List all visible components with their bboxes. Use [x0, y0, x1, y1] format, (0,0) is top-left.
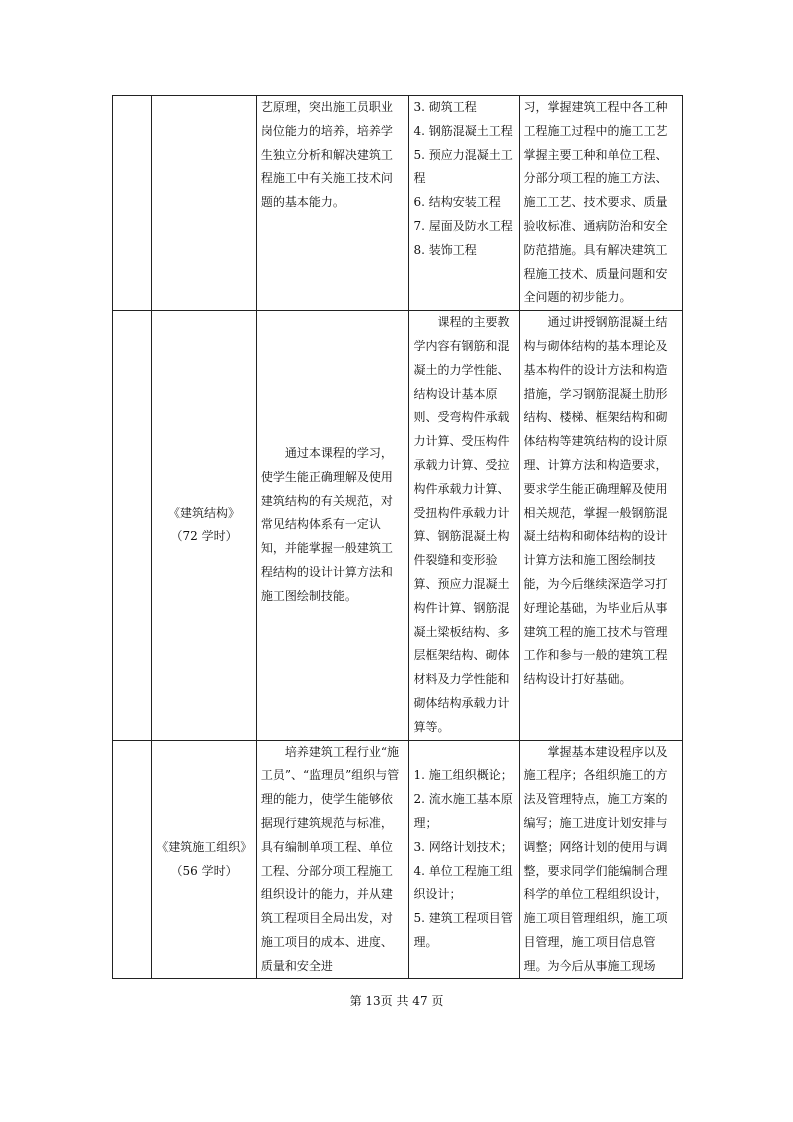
table-row: [113, 96, 683, 311]
page-number: 第 13页 共 47 页: [349, 994, 444, 1008]
content-item: 4. 钢筋混凝土工程: [413, 123, 513, 138]
requirement-cell: [519, 96, 683, 311]
content-text: 课程的主要教学内容有钢筋和混凝土的力学性能、结构设计基本原则、受弯构件承载力计算、受压构件承载力计算、受拉构件承载力计算、受扭构件承载力计算、钢筋混凝土构件裂缝和变形验算、预应力混凝土构件计算、钢筋混凝土梁板结构、多层框架结构、砌体材料及力学性能和砌体结构承载力计算等。: [413, 315, 510, 734]
content-item: 8. 装饰工程: [413, 242, 477, 257]
content-item: 3. 网络计划技术；: [413, 839, 513, 854]
requirement-text: 习，掌握建筑工程中各工种工程施工过程中的施工工艺掌握主要工种和单位工程、分部分项工程的施工方法、施工工艺、技术要求、质量验收标准、通病防治和安全防范措施。具有解决建筑工程施工技术、质量问题和安全问题的初步能力。: [523, 100, 668, 305]
content-item: 2. 流水施工基本原理；: [413, 792, 513, 830]
course-hours: （72 学时）: [170, 529, 238, 544]
content-item: 3. 砌筑工程: [413, 100, 477, 114]
requirement-cell: [519, 311, 683, 740]
content-item: 5. 建筑工程项目管理。: [413, 911, 513, 949]
content-item: 5. 预应力混凝土工程: [413, 147, 513, 186]
row-number-cell: [113, 96, 152, 311]
objective-text: 通过本课程的学习，使学生能正确理解及使用建筑结构的有关规范，对常见结构体系有一定认知，并能掌握一般建筑工程结构的设计计算方法和施工图绘制技能。: [260, 446, 393, 603]
course-hours: （56 学时）: [170, 863, 238, 878]
requirement-cell: [519, 740, 683, 979]
row-number-cell: [113, 311, 152, 740]
content-item: 4. 单位工程施工组织设计；: [413, 863, 513, 902]
content-item: 7. 屋面及防水工程: [413, 218, 513, 233]
course-title: 《建筑施工组织》: [156, 839, 253, 854]
requirement-text: 通过讲授钢筋混凝土结构与砌体结构的基本理论及基本构件的设计方法和构造措施，学习钢筋混凝土肋形结构、楼梯、框架结构和砌体结构等建筑结构的设计原理、计算方法和构造要求，要求学生能正确理解及使用相关规范，掌握一般钢筋混凝土结构和砌体结构的设计计算方法和施工图绘制技能，为今后继续深造学习打好理论基础，为毕业后从事建筑工程的施工技术与管理工作和参与一般的建筑工程结构设计打好基础。: [523, 315, 668, 687]
content-cell: [409, 311, 519, 740]
requirement-text: 掌握基本建设程序以及施工程序；各组织施工的方法及管理特点，施工方案的编写；施工进度计划安排与调整；网络计划的使用与调整，要求同学们能编制合理科学的单位工程组织设计，施工项目管理组织，施工项目管理，施工项目信息管理。为今后从事施工现场: [523, 744, 668, 973]
row-number-cell: [113, 740, 152, 979]
content-cell: [409, 740, 519, 979]
table-row: [113, 311, 683, 740]
table-row: [113, 740, 683, 979]
content-item: 1. 施工组织概论；: [413, 768, 513, 783]
course-name-cell: [152, 740, 257, 979]
course-name-cell: [152, 311, 257, 740]
objective-cell: [256, 96, 409, 311]
objective-text: 培养建筑工程行业“施工员”、“监理员”组织与管理的能力，使学生能够依据现行建筑规范与标准，具有编制单项工程、单位工程、分部分项工程施工组织设计的能力，并从建筑工程项目全局出发，对施工项目的成本、进度、质量和安全进: [260, 744, 400, 973]
course-table: [112, 95, 683, 979]
objective-text: 艺原理，突出施工员职业岗位能力的培养，培养学生独立分析和解决建筑工程施工中有关施工技术问题的基本能力。: [260, 100, 393, 210]
content-cell: [409, 96, 519, 311]
page-footer: [0, 992, 793, 1009]
content-item: 6. 结构安装工程: [413, 195, 501, 210]
objective-cell: [256, 311, 409, 740]
objective-cell: [256, 740, 409, 979]
course-title: 《建筑结构》: [168, 505, 241, 520]
course-name-cell: [152, 96, 257, 311]
